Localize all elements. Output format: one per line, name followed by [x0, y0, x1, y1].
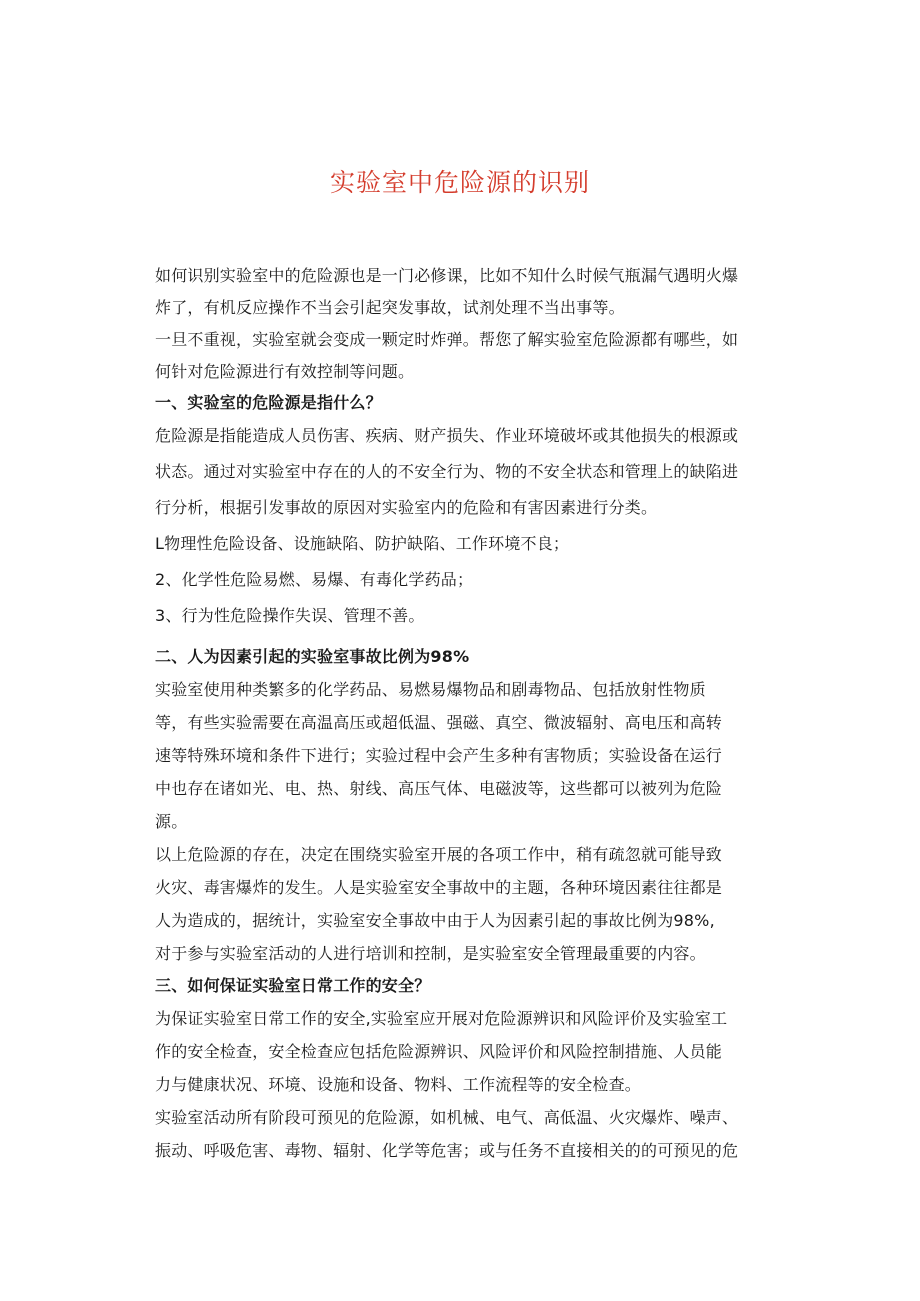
- text-line: 力与健康状况、环境、设施和设备、物料、工作流程等的安全检查。: [155, 1075, 642, 1094]
- text-line: 如何识别实验室中的危险源也是一门必修课，比如不知什么时候气瓶漏气遇明火爆: [155, 266, 739, 285]
- text-line: 火灾、毒害爆炸的发生。人是实验室安全事故中的主题，各种环境因素往往都是: [155, 878, 723, 897]
- intro-paragraph: [155, 266, 775, 382]
- text-line: 状态。通过对实验室中存在的人的不安全行为、物的不安全状态和管理上的缺陷进: [155, 462, 739, 481]
- text-line: 等，有些实验需要在高温高压或超低温、强磁、真空、微波辐射、高电压和高转: [155, 713, 723, 732]
- document-title: 实验室中危险源的识别: [329, 168, 590, 197]
- list-item: 3、行为性危险操作失误、管理不善。: [155, 606, 425, 625]
- list-item: L物理性危险设备、设施缺陷、防护缺陷、工作环境不良；: [155, 534, 570, 553]
- section-2-heading: 二、人为因素引起的实验室事故比例为98%: [155, 647, 470, 666]
- text-line: 对于参与实验室活动的人进行培训和控制，是实验室安全管理最重要的内容。: [155, 944, 706, 963]
- text-line: 中也存在诸如光、电、热、射线、高压气体、电磁波等，这些都可以被列为危险: [155, 779, 723, 798]
- section-2-paragraph-2: [155, 845, 775, 964]
- text-line: 以上危险源的存在，决定在围绕实验室开展的各项工作中，稍有疏忽就可能导致: [155, 845, 723, 864]
- text-line: 振动、呼吸危害、毒物、辐射、化学等危害；或与任务不直接相关的的可预见的危: [155, 1141, 739, 1160]
- text-line: 实验室活动所有阶段可预见的危险源，如机械、电气、高低温、火灾爆炸、噪声、: [155, 1108, 739, 1127]
- list-item: 2、化学性危险易燃、易爆、有毒化学药品；: [155, 570, 474, 589]
- section-1-list: [155, 534, 775, 626]
- text-line: 行分析，根据引发事故的原因对实验室内的危险和有害因素进行分类。: [155, 498, 658, 517]
- section-1-heading: 一、实验室的危险源是指什么？: [155, 393, 382, 412]
- text-line: 一旦不重视，实验室就会变成一颗定时炸弹。帮您了解实验室危险源都有哪些，如: [155, 330, 739, 349]
- text-line: 作的安全检查，安全检查应包括危险源辨识、风险评价和风险控制措施、人员能: [155, 1042, 723, 1061]
- text-line: 何针对危险源进行有效控制等问题。: [155, 362, 415, 381]
- text-line: 为保证实验室日常工作的安全,实验室应开展对危险源辨识和风险评价及实验室工: [155, 1009, 728, 1028]
- text-line: 人为造成的，据统计，实验室安全事故中由于人为因素引起的事故比例为98%,: [155, 911, 715, 930]
- text-line: 危险源是指能造成人员伤害、疾病、财产损失、作业环境破坏或其他损失的根源或: [155, 426, 739, 445]
- section-3-paragraph-1: [155, 1009, 775, 1095]
- text-line: 速等特殊环境和条件下进行；实验过程中会产生多种有害物质；实验设备在运行: [155, 746, 723, 765]
- text-line: 源。: [155, 812, 188, 831]
- section-3-paragraph-2: [155, 1108, 775, 1161]
- section-1-paragraph: [155, 426, 775, 518]
- section-2-paragraph-1: [155, 680, 775, 832]
- section-3-heading: 三、如何保证实验室日常工作的安全？: [155, 976, 431, 995]
- text-line: 实验室使用种类繁多的化学药品、易燃易爆物品和剧毒物品、包括放射性物质: [155, 680, 706, 699]
- text-line: 炸了，有机反应操作不当会引起突发事故，试剂处理不当出事等。: [155, 298, 625, 317]
- document-body: [155, 266, 775, 1161]
